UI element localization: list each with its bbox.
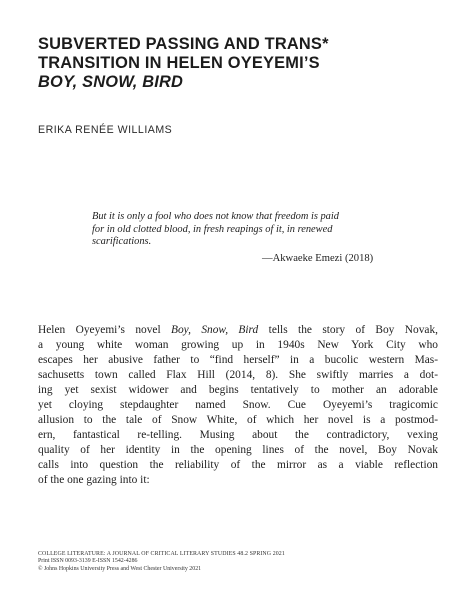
body-line: ing yet sexist widower and begins tentatively to mother an adorable — [38, 384, 438, 397]
body-line: allusion to the tale of Snow White, of which her novel is a postmod- — [38, 414, 438, 427]
issn-line: Print ISSN 0093-3139 E-ISSN 1542-4286 — [38, 558, 138, 565]
body-line: quality of her identity in the opening lines of the novel, Boy Novak — [38, 444, 438, 457]
epigraph — [92, 211, 432, 249]
body-line: escapes her abusive father to “find herself” in a bucolic western Mas- — [38, 354, 438, 367]
copyright-line: © Johns Hopkins University Press and West Chester University 2021 — [38, 565, 202, 572]
article-title — [38, 35, 438, 92]
body-line: Helen Oyeyemi’s novel Boy, Snow, Bird tells the story of Boy Novak, — [38, 324, 438, 336]
body-line: of the one gazing into it: — [38, 474, 150, 487]
journal-citation: COLLEGE LITERATURE: A JOURNAL OF CRITICAL LITERARY STUDIES 48.2 SPRING 2021 — [38, 551, 285, 557]
page-footer — [38, 551, 438, 573]
title-line-3: BOY, SNOW, BIRD — [38, 73, 184, 91]
body-line: a young white woman growing up in 1940s New York City who — [38, 339, 438, 352]
title-line-1: SUBVERTED PASSING AND TRANS* — [38, 35, 329, 53]
body-line: ern, fantastical re-telling. Musing about the contradictory, vexing — [38, 429, 438, 442]
body-line: sachusetts town called Flax Hill (2014, 8). She swiftly marries a dot- — [38, 369, 438, 382]
author-name: ERIKA RENÉE WILLIAMS — [38, 124, 173, 136]
epigraph-line: for in old clotted blood, in fresh reapings of it, in renewed — [92, 223, 333, 235]
body-paragraph — [38, 323, 438, 489]
body-line: calls into question the reliability of the mirror as a viable reflection — [38, 459, 438, 472]
body-line: yet cloying stepdaughter named Snow. Cue Oyeyemi’s tragicomic — [38, 399, 438, 412]
epigraph-line: scarifications. — [92, 236, 152, 248]
epigraph-line: But it is only a fool who does not know that freedom is paid — [92, 211, 339, 222]
title-line-2: TRANSITION IN HELEN OYEYEMI’S — [38, 54, 320, 72]
book-title-italic: Boy, Snow, Bird — [171, 324, 259, 336]
epigraph-attribution: —Akwaeke Emezi (2018) — [262, 253, 374, 264]
